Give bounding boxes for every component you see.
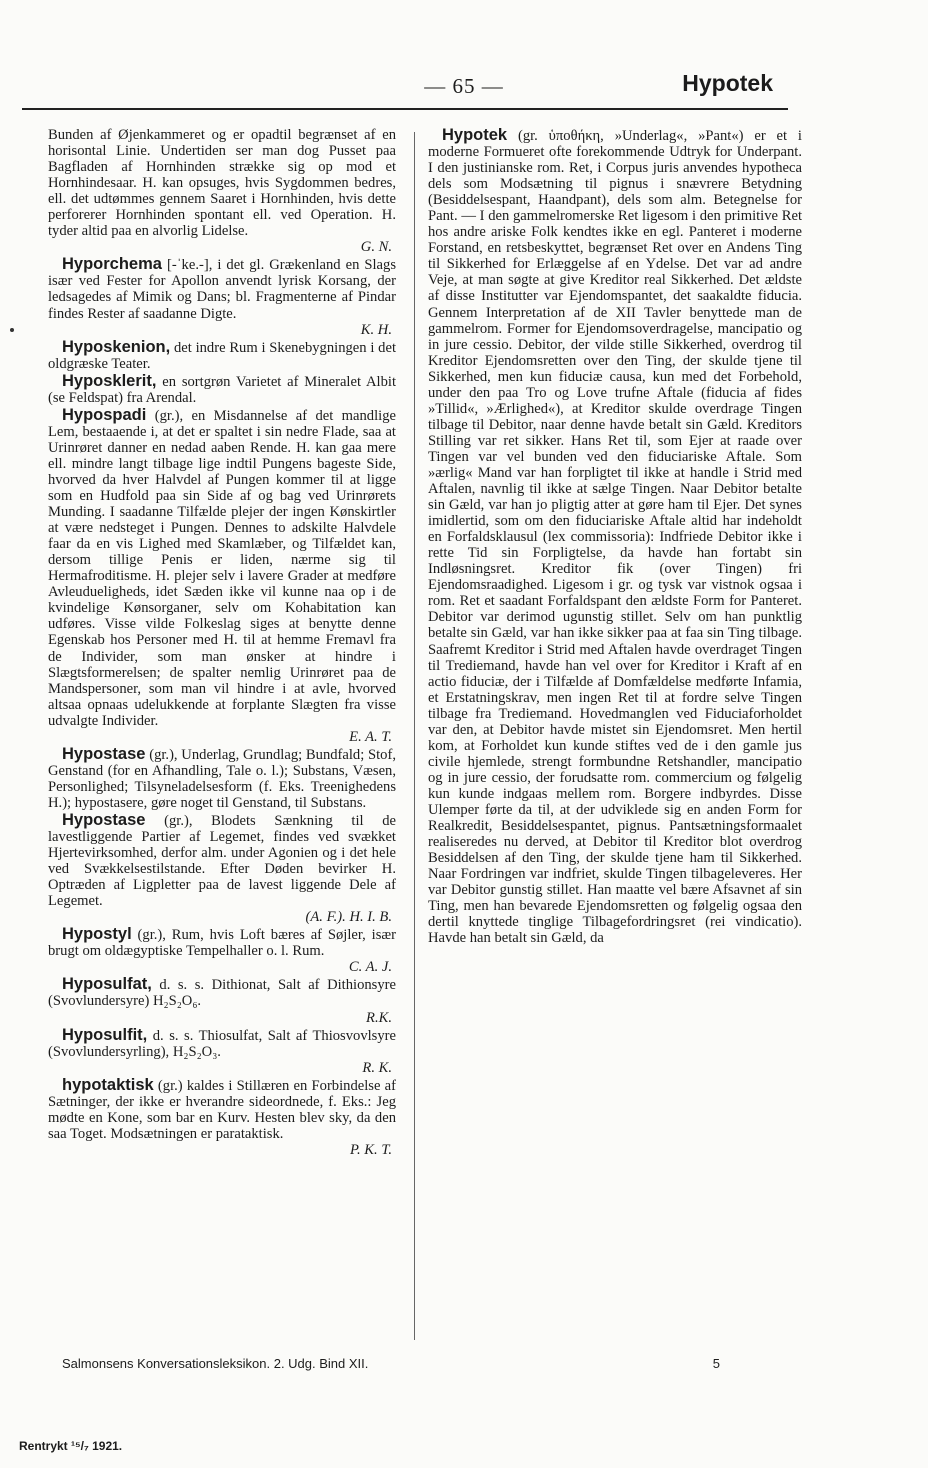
page-number: — 65 —: [424, 74, 504, 98]
entry-text: [-ˈke.-], i det gl. Grækenland en Slags især ved Fester for Apollon anvendt lyrisk Korsang, der ledsagedes af Mimik og Dans; bl. Fragmenterne af Pindar findes Rester af saadanne Digte.: [48, 257, 396, 322]
entry: [48, 256, 396, 337]
reprint-note: Rentrykt ¹⁵/₇ 1921.: [19, 1439, 123, 1453]
entry: [48, 812, 396, 925]
header-rule: [22, 108, 788, 110]
entry-text: (gr.), Underlag, Grundlag; Bundfald; Stof, Genstand (for en Afhandling, Tale o. l.); Substans, Væsen, Personlighed; Tilsyneladelsesform (f. Eks. Treenighedens H.); hypostasere, gøre noget til Genstand, til Substans.: [48, 746, 396, 811]
entry-signature: C. A. J.: [348, 959, 392, 976]
entry: [428, 127, 802, 946]
entry-signature: R. K.: [362, 1059, 392, 1076]
right-column: [428, 127, 802, 947]
entry-headword: hypotaktisk: [62, 1075, 154, 1094]
entry: [48, 339, 396, 372]
entry-text: det indre Rum i Skenebygningen i det oldgræske Teater.: [48, 339, 396, 372]
entry-signature: P. K. T.: [349, 1141, 392, 1158]
entry-headword: Hyporchema: [62, 255, 162, 274]
entry-signature: R.K.: [366, 1009, 392, 1026]
entry-headword: Hyposulfat,: [62, 975, 152, 994]
entry-signature: K. H.: [360, 321, 392, 338]
entry-headword: Hyposklerit,: [62, 371, 157, 390]
entry: [48, 926, 396, 975]
sheet-number: 5: [712, 1356, 720, 1371]
entry-text: (gr.) kaldes i Stillæren en Forbindelse af Sætninger, der ikke er hverandre sideordnede, f. Eks.: Jeg mødte en Kone, som bar en Kurv. Hesten blev sky, da den saa Toget. Modsætningen er parataktisk.: [48, 1077, 396, 1142]
entry: [48, 373, 396, 406]
entry-headword: Hypostase: [62, 810, 146, 829]
column-divider: [414, 132, 415, 1340]
entry-headword: Hypospadi: [62, 405, 147, 424]
entry-signature: (A. F.). H. I. B.: [305, 909, 392, 926]
entry-headword: Hypostyl: [62, 925, 132, 944]
entry-headword: Hyposulfit,: [62, 1025, 148, 1044]
entry-signature: G. N.: [360, 239, 392, 256]
entry-headword: Hypostase: [62, 744, 146, 763]
entry: [48, 746, 396, 811]
entry-headword: Hypotek: [442, 126, 508, 144]
page-footer: [62, 1356, 802, 1371]
entry: [48, 976, 396, 1025]
entry-text: en sortgrøn Varietet af Mineralet Albit (se Feldspat) fra Arendal.: [48, 373, 396, 406]
entry-text: Bunden af Øjenkammeret og er opadtil begrænset af en horisontal Linie. Undertiden ser man dog Pusset paa Bagfladen af Hornhinden strække sig op mod et Hornhindesaar. H. kan opsuges, hvis Sygdommen bedres, ell. det udtømmes gennem Saaret i Hornhinden, hvis dette perforerer Hornhinden spontant ell. ved Operation. H. tyder altid paa en alvorlig Lidelse.: [48, 127, 396, 240]
entry-signature: E. A. T.: [349, 728, 392, 745]
entry-text: (gr.), Rum, hvis Loft bæres af Søjler, især brugt om oldægyptiske Tempelhaller o. l. Rum.: [48, 927, 396, 960]
entry-text: d. s. s. Thiosulfat, Salt af Thiosvovlsyre (Svovlundersyrling), H₂S₂O₃.: [48, 1027, 396, 1060]
entry-headword: Hyposkenion,: [62, 337, 171, 356]
publication-line: Salmonsens Konversationsleksikon. 2. Udg. Bind XII.: [62, 1356, 369, 1371]
entry: [48, 127, 396, 255]
entry: [48, 407, 396, 745]
page-header: [0, 70, 928, 106]
entry-text: (gr.), Blodets Sænkning til de lavestliggende Partier af Legemet, findes ved svækket Hjertevirksomhed, derfor alm. under Agonien og i det hele ved Svækkelsestilstande. Efter Døden bevirker H. Optræden af Ligpletter paa de lavest liggende Dele af Legemet.: [48, 812, 396, 910]
entry: [48, 1077, 396, 1158]
left-column: [48, 127, 396, 1159]
entry-text: (gr.), en Misdannelse af det mandlige Lem, bestaaende i, at det er spaltet i sin nedre Flade, saa at Urinrøret danner en nedad aaben Rende. H. kan gaa mere ell. mindre langt tilbage lige indtil Pungens bageste Side, hvorved da hver Halvdel af Pungen kommer til at ligge som en Hudfold paa sin Side af og bag ved Urinrørets Munding. I saadanne Tilfælde plejer der ingen Kønskirtler at være nedsteget i Pungen. Dennes to adskilte Halvdele faar da en vis Lighed med Skamlæber, og Tilfældet kan, dersom tillige Penis er liden, nærme sig til Hermafroditisme. H. plejer selv i lavere Grader at medføre Avleudueligheds, idet Sæden ikke vil kunne naa op i de kvindelige Kønsorganer, selv om Kohabitation kan udføres. Visse vilde Folkeslag siges at benytte denne Egenskab hos Personer med H. til at hemme Fremavl fra de Individer, som man ønsker at hindre i Slægtsformerelsen; de spalter nemlig Urinrøret paa de Mandspersoner, som man vil hindre i at avle, hvorved altsaa opnaas udelukkende at forplante Slægten fra visse udvalgte Individer.: [48, 407, 396, 729]
running-head: Hypotek: [682, 70, 773, 96]
margin-mark: [10, 328, 14, 332]
entry-text: d. s. s. Dithionat, Salt af Dithionsyre (Svovlundersyre) H₂S₂O₆.: [48, 977, 396, 1010]
entry-text: (gr. ὑποθήκη, »Underlag«, »Pant«) er et i moderne Formueret ofte forekommende Udtryk for Underpant. I den justinianske rom. Ret, i Corpus juris anvendes hypotheca dels som Modsætning til pignus i snævrere Betydning (Besiddelsespant, Haandpant), dels som alm. Betegnelse for Pant. — I den gammelromerske Ret ligesom i den primitive Ret hos andre ariske Folk kendtes ikke en egl. Panteret i moderne Forstand, en retsbeskyttet, begrænset Ret over en Andens Ting til Sikkerhed for Erlæggelse af en Ydelse. Det var ad andre Veje, at man søgte at give Kreditor real Sikkerhed. Det ældste af disse Institutter var Ejendomspantet, det saakaldte fiducia. Gennem Interpretation af de XII Tavler benyttede man de gammelrom. Former for Ejendomsoverdragelse, mancipatio og in jure cessio. Debitor, der vilde stille Sikkerhed, overdrog til Kreditor Ejendomsretten over den Ting, der skulde tjene til Sikkerhed, men kun fiduciæ causa, kun med det Forbehold, under den paa Tro og Love trufne Aftale (fiducia af fides »Tillid«, »Ærlighed«), at Kreditor skulde overdrage Tingen tilbage til Debitor, naar denne havde betalt sin Gæld. Kreditors Stilling var ret sikker. Hans Ret til, som Ejer at raade over Tingen var vel bunden ved den fiduciariske Aftale. Som »ærlig« Mand var han forpligtet til ikke at handle i Strid med Aftalen, navnlig til ikke at sælge Tingen. Naar Debitor betalte sin Gæld, var han jo pligtig atter at gøre ham til Ejer. Det synes imidlertid, som om den fiduciariske Aftale altid har indeholdt en Forfaldsklausul (lex commissoria): Indfriede Debitor ikke i rette Tid sin Forpligtelse, da havde han fortabt sin Indløsningsret. Kreditor fik (over Tingen) fri Ejendomsraadighed. Ligesom i gr. og tysk var vistnok ogsaa i rom. Ret et saadant Forfaldspant den ældste Form for Panteret. Debitor var derimod ugunstig stillet. Selv om han punktlig betalte sin Gæld, var han ikke sikker paa at faa sin Ting tilbage. Saafremt Kreditor i Strid med Aftalen havde overdraget Tingen til Trediemand, havde han vel over for Kreditor i Kraft af en actio fiduciæ, der i Tilfælde af Domfældelse medførte Infamia, et Erstatningskrav, men ingen Ret til at fordre selve Tingen tilbage fra Trediemand. Hovedmanglen ved Fiduciaforholdet var den, at Debitor havde mistet sin Ejendomsret. Men hertil kom, at Forholdet kun kunde stiftes ved de i den gamle jus civile hjemlede, strengt formbundne Retshandler, mancipatio og in jure cessio, der forudsatte rom. commercium og følgelig kun kunde indgaas mellem rom. Borgere indbyrdes. Disse Ulemper førte da til, at der udviklede sig en anden Form for Realkredit, Besiddelsespantet, pignus. Pantsætningsformaalet realiseredes nu derved, at Debitor til Kreditor blot overdrog Besiddelsen af den Ting, der skulde tjene ham til Sikkerhed. Naar Fordringen var indfriet, skulde Tingen tilbageleveres. Her var Debitor gunstig stillet. Han maatte vel bære Afsavnet af sin Ting, men han bevarede Ejendomsretten og følgelig ogsaa den dertil knyttede tinglige Tilbagefordringsret (rei vindicatio). Havde han betalt sin Gæld, da: [428, 128, 802, 947]
entry: [48, 1027, 396, 1076]
